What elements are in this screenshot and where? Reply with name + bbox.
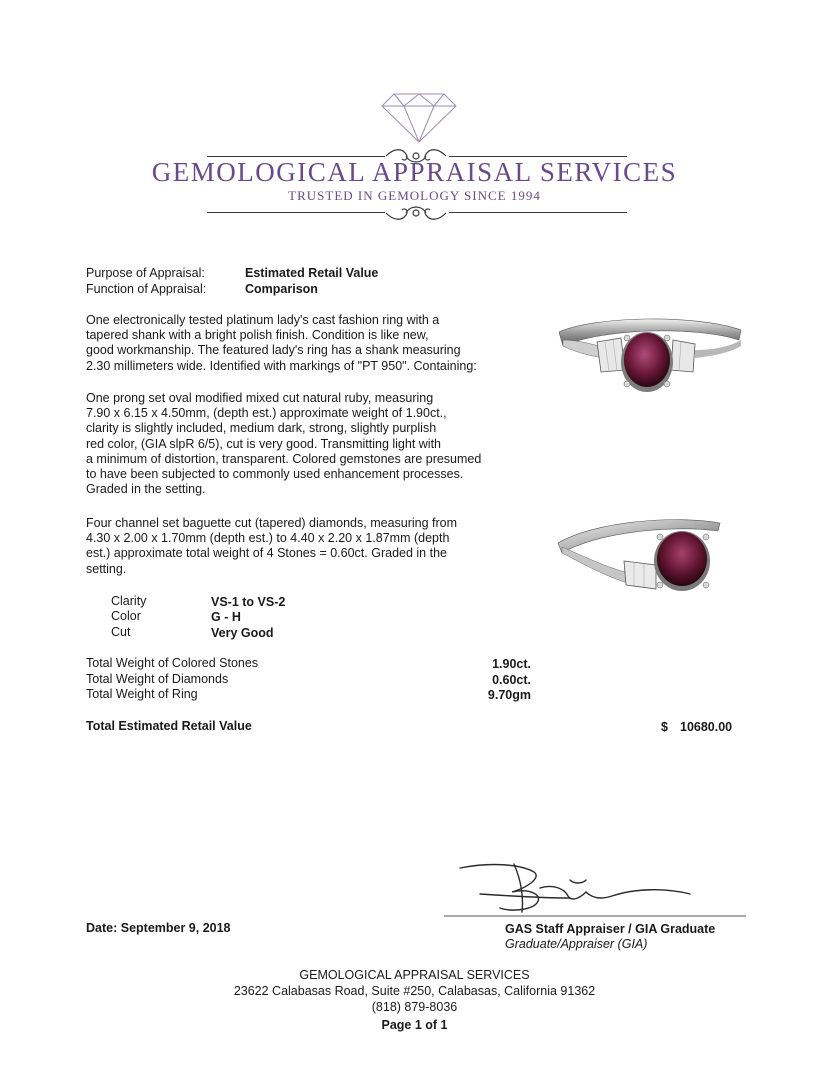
footer-company: GEMOLOGICAL APPRAISAL SERVICES <box>299 968 530 982</box>
scroll-ornament-bottom <box>384 201 448 225</box>
footer-address: 23622 Calabasas Road, Suite #250, Calabasas, California 91362 <box>233 984 596 998</box>
diamond-description-line: setting. <box>86 561 127 576</box>
ruby-description-line: One prong set oval modified mixed cut natural ruby, measuring <box>86 391 434 405</box>
diamond-description-line: Four channel set baguette cut (tapered) diamonds, measuring from <box>86 516 458 530</box>
diamond-description-line: est.) approximate total weight of 4 Stones = 0.60ct. Graded in the <box>86 546 447 561</box>
ruby-description-line: a minimum of distortion, transparent. Colored gemstones are presumed <box>86 451 482 466</box>
color-value: G - H <box>211 610 241 624</box>
diamond-description-line: 4.30 x 2.00 x 1.70mm (depth est.) to 4.40 x 2.20 x 1.87mm (depth <box>86 531 450 546</box>
ring-description-line: good workmanship. The featured lady's ring has a shank measuring <box>86 343 461 358</box>
brand-name: GEMOLOGICAL APPRAISAL SERVICES <box>151 157 678 187</box>
ring-description-line: 2.30 millimeters wide. Identified with markings of "PT 950". Containing: <box>86 358 477 373</box>
total-diamonds-label: Total Weight of Diamonds <box>86 672 229 686</box>
retail-currency: $ <box>661 720 668 734</box>
page-number: Page 1 of 1 <box>381 1018 448 1032</box>
cut-label: Cut <box>111 625 131 639</box>
ring-photo-top <box>555 312 745 408</box>
header-bottom-rule <box>207 212 385 213</box>
ruby-description-line: Graded in the setting. <box>86 482 206 497</box>
diamond-outline-icon <box>380 92 458 144</box>
ruby-description-line: clarity is slightly included, medium dark, strong, slightly purplish <box>86 421 437 436</box>
ring-description-line: tapered shank with a bright polish finish. Condition is like new, <box>86 328 429 343</box>
appraiser-signature <box>440 858 750 920</box>
appraiser-subtitle: Graduate/Appraiser (GIA) <box>505 937 648 951</box>
ring-description <box>86 313 526 374</box>
cut-value: Very Good <box>211 626 274 640</box>
ring-photo-bottom <box>556 513 726 605</box>
ruby-description-line: 7.90 x 6.15 x 4.50mm, (depth est.) approximate weight of 1.90ct., <box>86 406 447 421</box>
purpose-value: Estimated Retail Value <box>245 266 379 280</box>
retail-value-label: Total Estimated Retail Value <box>86 719 252 733</box>
ring-description-line: One electronically tested platinum lady's cast fashion ring with a <box>86 313 440 327</box>
clarity-label: Clarity <box>111 594 147 608</box>
total-ring-label: Total Weight of Ring <box>86 687 198 701</box>
diamond-description <box>86 516 526 577</box>
total-colored-value: 1.90ct. <box>492 657 531 671</box>
ruby-description-line: red color, (GIA slpR 6/5), cut is very good. Transmitting light with <box>86 436 442 451</box>
retail-value: 10680.00 <box>680 720 733 734</box>
appraisal-date: Date: September 9, 2018 <box>86 921 231 935</box>
appraiser-title: GAS Staff Appraiser / GIA Graduate <box>505 922 716 936</box>
ruby-description-line: to have been subjected to commonly used enhancement processes. <box>86 467 464 482</box>
ruby-description <box>86 391 526 497</box>
color-label: Color <box>111 609 141 623</box>
function-value: Comparison <box>245 282 318 296</box>
total-diamonds-value: 0.60ct. <box>492 673 531 687</box>
total-colored-label: Total Weight of Colored Stones <box>86 656 259 670</box>
header-bottom-rule-right <box>449 212 627 213</box>
footer-phone: (818) 879-8036 <box>371 1000 458 1014</box>
brand-tagline: TRUSTED IN GEMOLOGY SINCE 1994 <box>288 188 541 203</box>
total-ring-value: 9.70gm <box>487 688 531 702</box>
function-label: Function of Appraisal: <box>86 282 207 296</box>
purpose-label: Purpose of Appraisal: <box>86 266 205 280</box>
clarity-value: VS-1 to VS-2 <box>211 595 286 609</box>
